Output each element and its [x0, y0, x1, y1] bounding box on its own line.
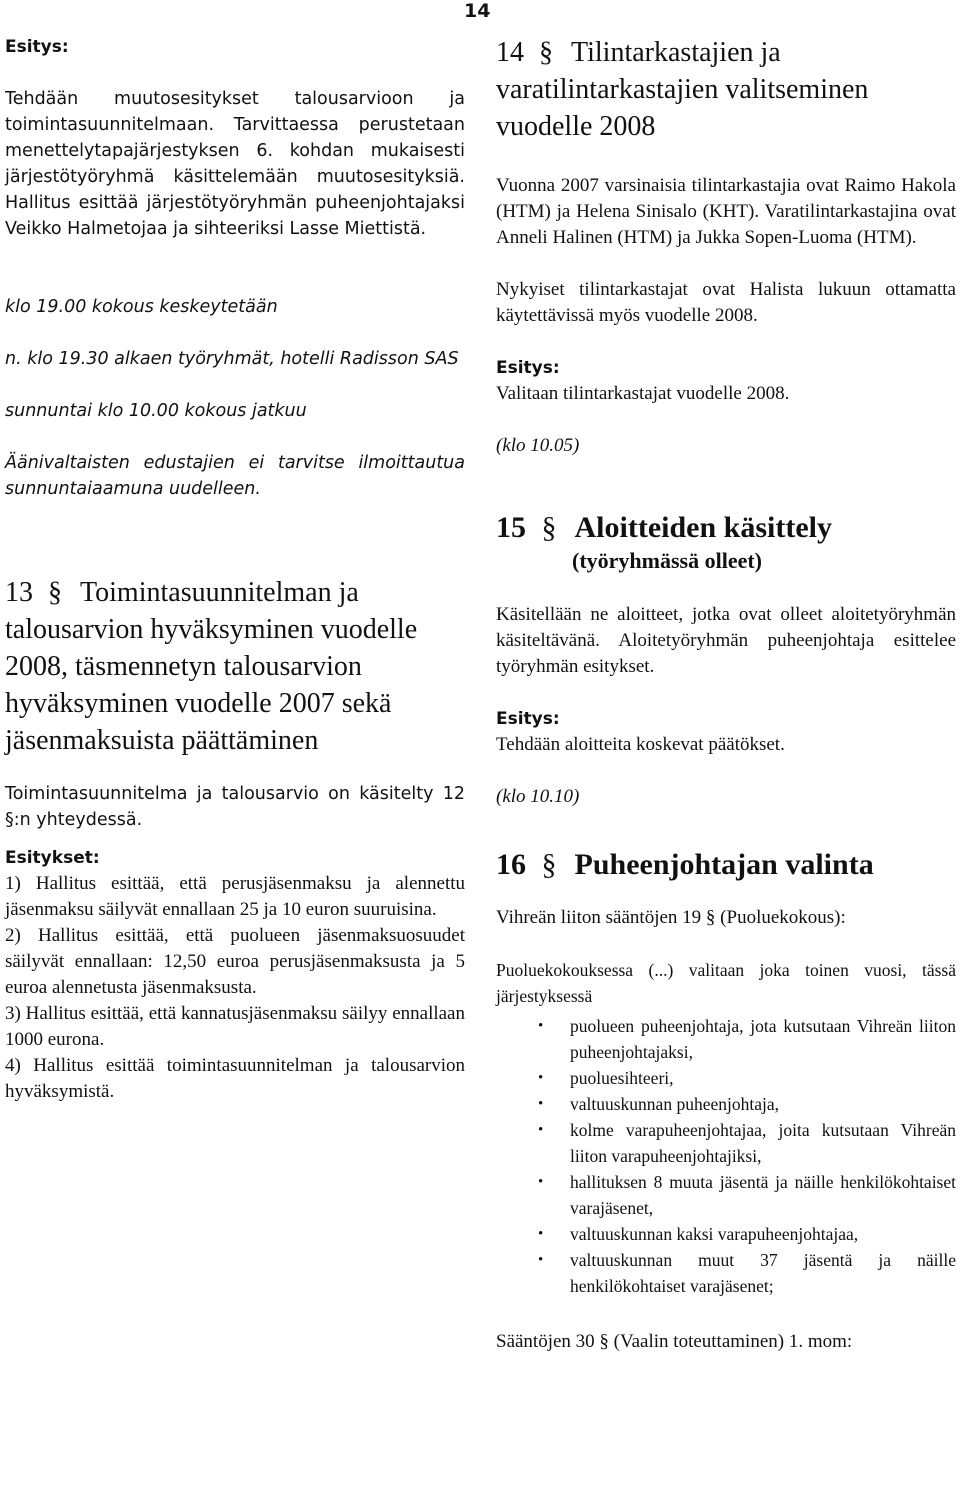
section-14-time: (klo 10.05) [496, 435, 580, 456]
esitykset-label: Esitykset: [5, 848, 100, 868]
section-14-esitys-label: Esitys: [496, 358, 560, 378]
section-sign: § [541, 511, 557, 544]
section-15-subtitle: (työryhmässä olleet) [572, 548, 763, 573]
time-1900: klo 19.00 kokous keskeytetään [5, 297, 278, 317]
page-number: 14 [464, 0, 491, 22]
time-sunday: sunnuntai klo 10.00 kokous jatkuu [5, 401, 307, 421]
section-13-number: 13 [5, 577, 33, 608]
time-1930: n. klo 19.30 alkaen työryhmät, hotelli Radisson SAS [5, 349, 459, 369]
section-15-number: 15 [496, 511, 526, 544]
list-item: • puoluesihteeri, [496, 1065, 956, 1091]
list-item: • valtuuskunnan muut 37 jäsentä ja näille henkilökohtaiset varajäsenet; [496, 1247, 956, 1299]
list-item: • puolueen puheenjohtaja, jota kutsutaan Vihreän liiton puheenjohtajaksi, [496, 1013, 956, 1065]
section-sign: § [48, 577, 62, 608]
section-15-paragraph-1: Käsitellään ne aloitteet, jotka ovat olleet aloitetyöryhmän käsiteltävänä. Aloitetyöryhmän puheenjohtaja esittelee työryhmän esitykset. [496, 604, 956, 677]
section-13-heading [5, 574, 465, 759]
section-16-heading [496, 846, 956, 883]
section-16-bullet-list [496, 1013, 956, 1299]
section-15-time: (klo 10.10) [496, 786, 580, 807]
section-14-paragraph-1: Vuonna 2007 varsinaisia tilintarkastajia ovat Raimo Hakola (HTM) ja Helena Sinisalo (KHT). Varatilintarkastajina ovat Anneli Halinen (HTM) ja Jukka Sopen-Luoma (HTM). [496, 175, 956, 248]
section-sign: § [539, 37, 553, 68]
section-13-title: Toimintasuunnitelman ja talousarvion hyväksyminen vuodelle 2008, täsmennetyn talousarvion hyväksyminen vuodelle 2007 sekä jäsenmaksuista päättäminen [5, 577, 418, 756]
section-15-heading [496, 509, 956, 546]
section-16-title: Puheenjohtajan valinta [574, 848, 874, 881]
list-item: • valtuuskunnan kaksi varapuheenjohtajaa, [496, 1221, 956, 1247]
right-column [496, 34, 956, 1355]
proposal-4: 4) Hallitus esittää toimintasuunnitelman ja talousarvion hyväksymistä. [5, 1055, 465, 1102]
section-14-title: Tilintarkastajien ja varatilintarkastajien valitseminen vuodelle 2008 [496, 37, 869, 142]
section-16-quote: Puoluekokouksessa (...) valitaan joka toinen vuosi, tässä järjestyksessä [496, 960, 956, 1006]
section-15-esitys-text: Tehdään aloitteita koskevat päätökset. [496, 734, 785, 755]
section-14-heading [496, 34, 956, 145]
section-15-esitys-label: Esitys: [496, 709, 560, 729]
section-14-paragraph-2: Nykyiset tilintarkastajat ovat Halista lukuun ottamatta käytettävissä myös vuodelle 2008. [496, 279, 956, 326]
esitys-label: Esitys: [5, 37, 69, 57]
section-16-number: 16 [496, 848, 526, 881]
list-item: • kolme varapuheenjohtajaa, joita kutsutaan Vihreän liiton varapuheenjohtajiksi, [496, 1117, 956, 1169]
section-14-esitys-text: Valitaan tilintarkastajat vuodelle 2008. [496, 383, 790, 404]
section-16-paragraph-2: Sääntöjen 30 § (Vaalin toteuttaminen) 1. mom: [496, 1331, 853, 1352]
proposal-3: 3) Hallitus esittää, että kannatusjäsenmaksu säilyy ennallaan 1000 eurona. [5, 1003, 465, 1050]
list-item: • hallituksen 8 muuta jäsentä ja näille henkilökohtaiset varajäsenet, [496, 1169, 956, 1221]
section-14-number: 14 [496, 37, 524, 68]
section-sign: § [541, 848, 557, 881]
intro-text: Tehdään muutosesitykset talousarvioon ja toimintasuunnitelmaan. Tarvittaessa perustetaan menettelytapajärjestyksen 6. kohdan mukaisesti järjestötyöryhmä käsittelemään muutosesityksiä. Hallitus esittää järjestötyöryhmän puheenjohtajaksi Veikko Halmetojaa ja sihteeriksi Lasse Miettistä. [5, 89, 465, 239]
voting-note: Äänivaltaisten edustajien ei tarvitse ilmoittautua sunnuntaiaamuna uudelleen. [5, 453, 465, 499]
left-column [5, 34, 465, 1105]
proposal-1: 1) Hallitus esittää, että perusjäsenmaksu ja alennettu jäsenmaksu säilyvät ennallaan 25 ja 10 euron suuruisina. [5, 873, 465, 920]
section-15-title: Aloitteiden käsittely [574, 511, 832, 544]
list-item: • valtuuskunnan puheenjohtaja, [496, 1091, 956, 1117]
proposal-2: 2) Hallitus esittää, että puolueen jäsenmaksuosuudet säilyvät ennallaan: 12,50 euroa perusjäsenmaksusta ja 5 euroa alennetusta jäsenmaksusta. [5, 925, 465, 998]
section-13-text: Toimintasuunnitelma ja talousarvio on käsitelty 12 §:n yhteydessä. [5, 784, 465, 830]
section-16-paragraph-1: Vihreän liiton sääntöjen 19 § (Puoluekokous): [496, 907, 846, 928]
